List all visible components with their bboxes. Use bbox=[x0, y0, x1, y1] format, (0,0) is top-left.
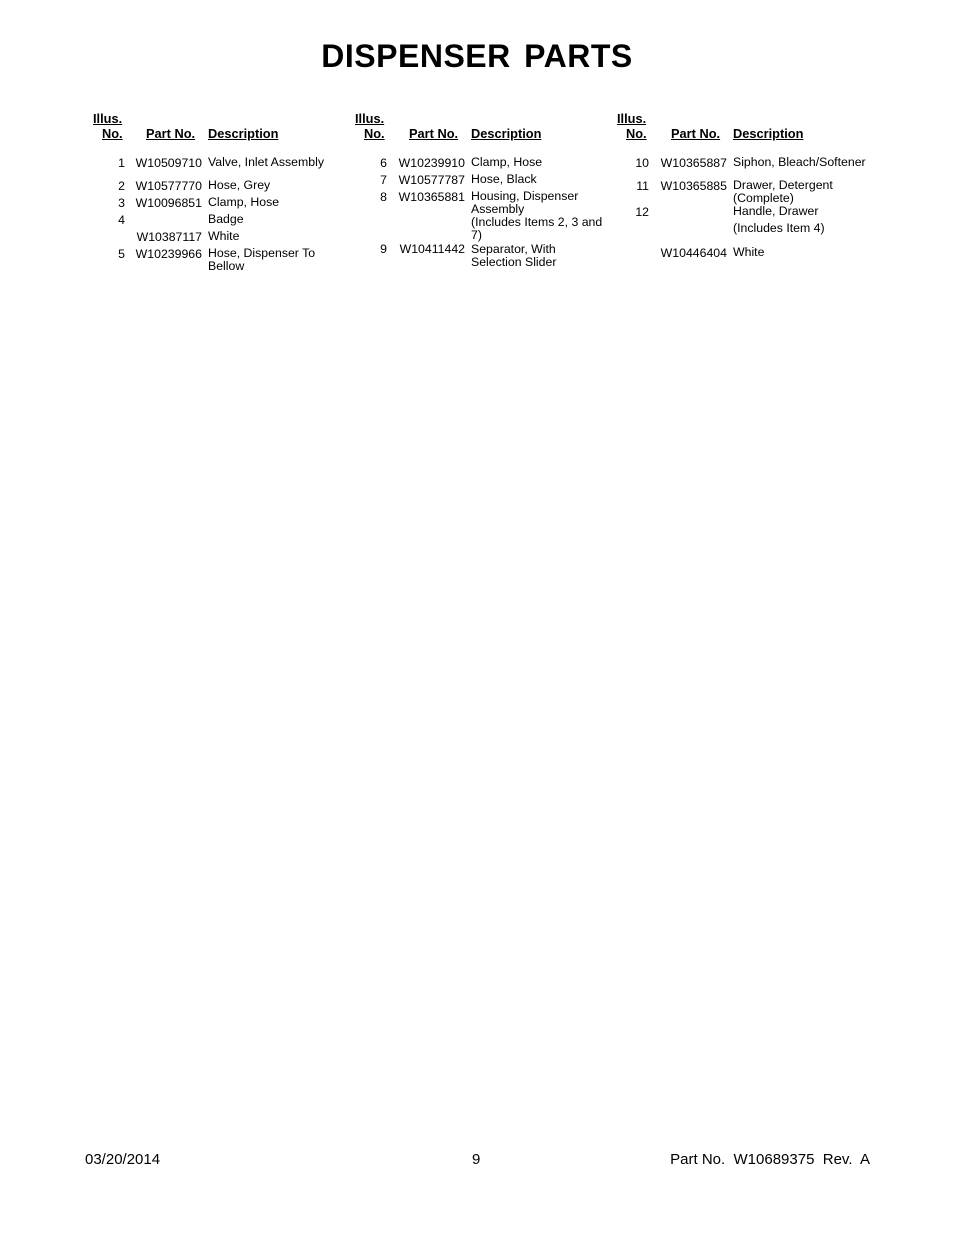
part-no: W10411442 bbox=[399, 242, 465, 256]
part-no: W10365885 bbox=[660, 179, 727, 193]
part-no: W10239910 bbox=[398, 156, 465, 170]
part-no: W10509710 bbox=[135, 156, 202, 170]
illus-header-line2: No. bbox=[364, 126, 385, 141]
description: Hose, Grey bbox=[208, 178, 271, 192]
part-no-header: Part No. bbox=[671, 126, 721, 141]
part-no: W10365881 bbox=[398, 190, 465, 204]
description: Hose, Black bbox=[471, 172, 537, 186]
description: Drawer, Detergent (Complete) bbox=[733, 178, 833, 205]
part-no-header: Part No. bbox=[146, 126, 196, 141]
part-no-header: Part No. bbox=[409, 126, 459, 141]
description-header: Description bbox=[471, 126, 542, 141]
illus-no: 8 bbox=[380, 190, 387, 204]
illus-no: 3 bbox=[118, 196, 125, 210]
illus-header-line1: Illus. bbox=[617, 111, 647, 126]
description: Housing, Dispenser Assembly (Includes Items 2, 3 and 7) bbox=[471, 189, 603, 242]
description-header: Description bbox=[208, 126, 279, 141]
illus-no: 6 bbox=[380, 156, 387, 170]
illus-no: 12 bbox=[635, 205, 649, 219]
illus-no: 10 bbox=[635, 156, 649, 170]
illus-no: 5 bbox=[118, 247, 125, 261]
description: Separator, With Selection Slider bbox=[471, 242, 557, 269]
description: Handle, Drawer (Includes Item 4) bbox=[733, 204, 825, 235]
part-no: W10239966 bbox=[135, 247, 202, 261]
description: Hose, Dispenser To Bellow bbox=[208, 246, 316, 273]
illus-header-line2: No. bbox=[102, 126, 123, 141]
illus-no: 9 bbox=[380, 242, 387, 256]
description: Badge bbox=[208, 212, 244, 226]
part-no: W10365887 bbox=[660, 156, 727, 170]
description: Siphon, Bleach/Softener bbox=[733, 155, 866, 169]
page-title: DISPENSER PARTS bbox=[321, 38, 633, 74]
illus-header-line1: Illus. bbox=[93, 111, 123, 126]
description: Clamp, Hose bbox=[471, 155, 543, 169]
part-no: W10446404 bbox=[660, 246, 727, 260]
illus-no: 7 bbox=[380, 173, 387, 187]
footer-part-number: Part No. W10689375 Rev. A bbox=[670, 1151, 870, 1168]
illus-no: 2 bbox=[118, 179, 125, 193]
illus-header-line2: No. bbox=[626, 126, 647, 141]
part-no: W10577770 bbox=[135, 179, 202, 193]
illus-no: 1 bbox=[118, 156, 125, 170]
footer-date: 03/20/2014 bbox=[85, 1151, 161, 1168]
description: White bbox=[208, 229, 240, 243]
description: White bbox=[733, 245, 765, 259]
part-no: W10096851 bbox=[135, 196, 202, 210]
illus-header-line1: Illus. bbox=[355, 111, 385, 126]
description: Clamp, Hose bbox=[208, 195, 280, 209]
part-no: W10577787 bbox=[398, 173, 465, 187]
description: Valve, Inlet Assembly bbox=[208, 155, 324, 169]
part-no: W10387117 bbox=[136, 230, 202, 244]
illus-no: 4 bbox=[118, 213, 125, 227]
footer-page-number: 9 bbox=[472, 1151, 481, 1168]
description-header: Description bbox=[733, 126, 804, 141]
illus-no: 11 bbox=[636, 179, 649, 193]
